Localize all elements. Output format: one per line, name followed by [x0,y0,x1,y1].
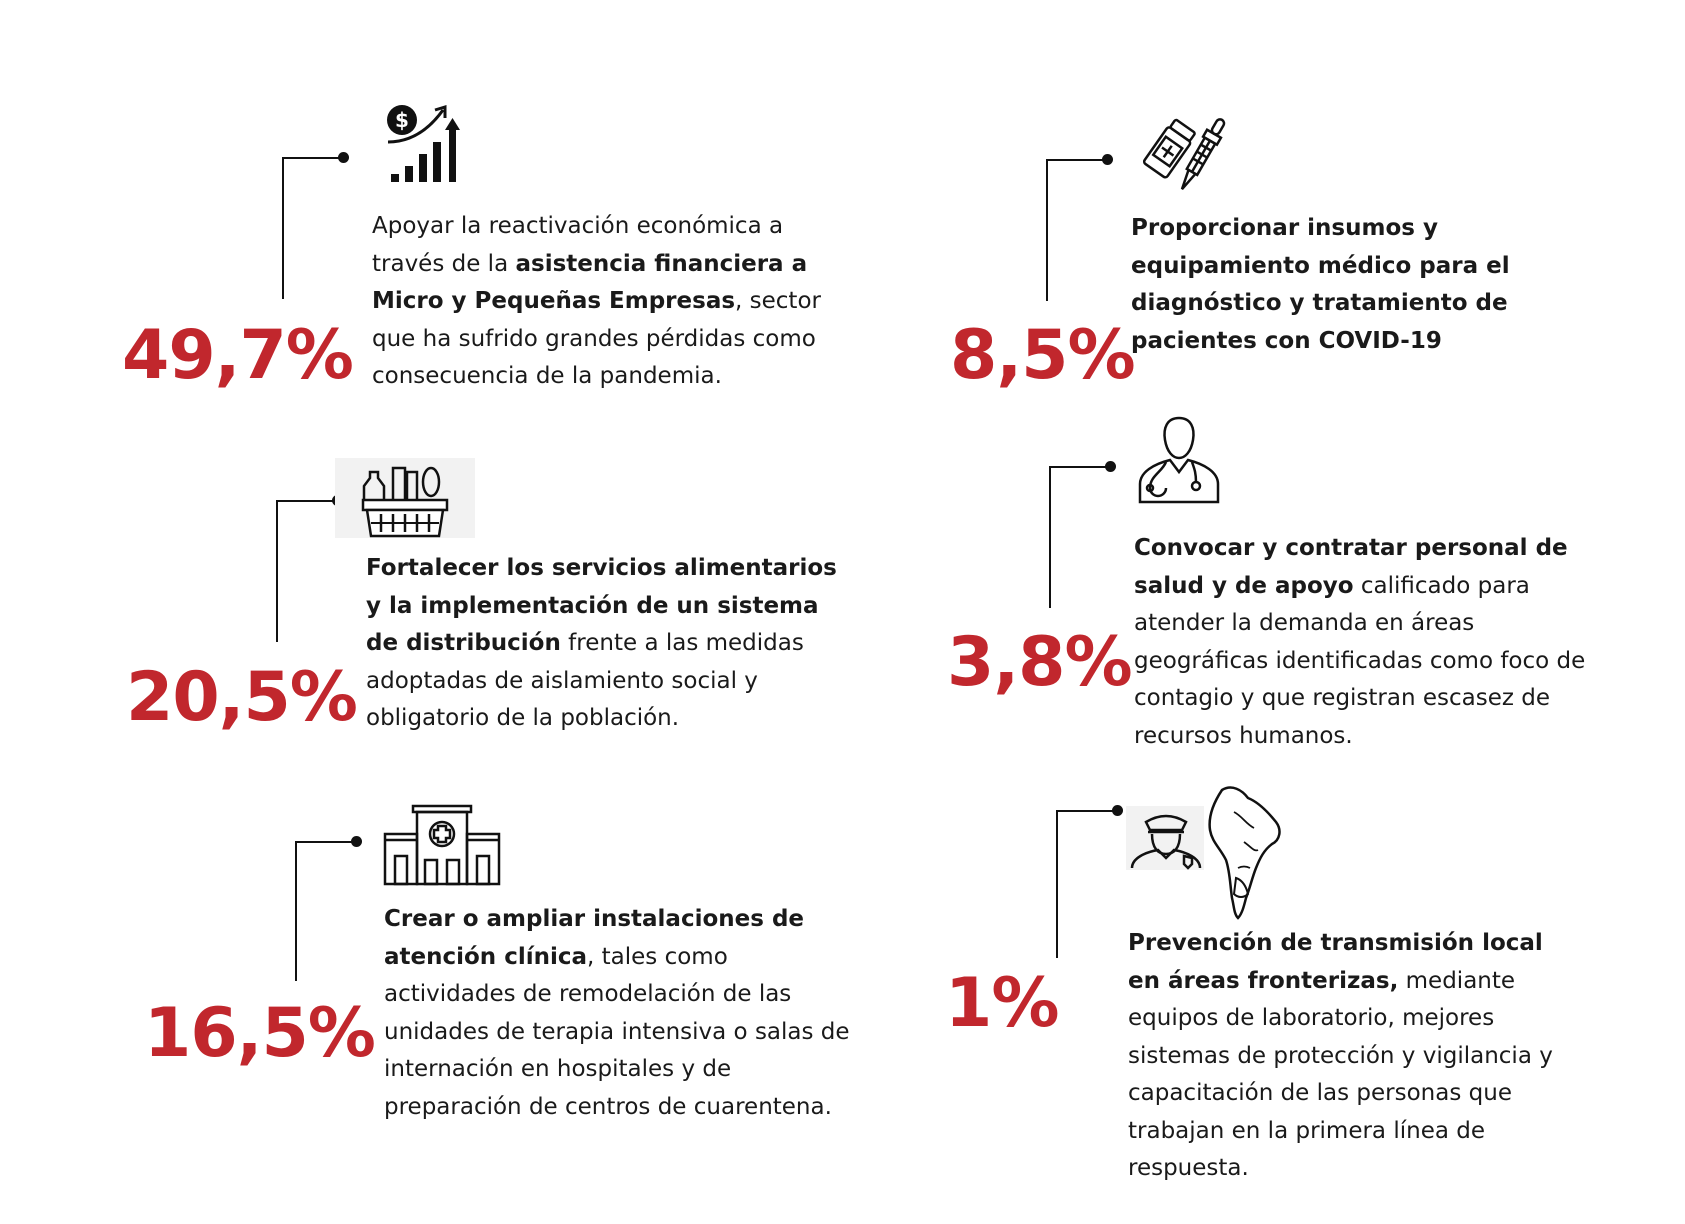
description-text: , sector que ha sufrido grandes pérdidas como consecuencia de la pandemia. [372,288,821,389]
grocery-basket-icon [335,458,475,538]
percentage-value: 16,5% [144,994,375,1073]
description-highlight: Proporcionar insumos y equipamiento médico para el diagnóstico y tratamiento de pacientes con COVID-19 [1131,215,1510,354]
description-text: frente a las medidas adoptadas de aislamiento social y obligatorio de la población. [366,630,804,731]
connector-dot [351,836,362,847]
item-description [366,550,841,738]
percentage-value: 3,8% [947,623,1132,702]
money-growth-chart-icon [385,102,467,186]
medicine-bottles-icon [1134,110,1226,202]
description-text: mediante equipos de laboratorio, mejores sistemas de protección y vigilancia y capacitación de las personas que trabajan en la primera línea de respuesta. [1128,967,1553,1181]
connector-dot [1112,805,1123,816]
description-highlight: Prevención de transmisión local en áreas fronterizas, [1128,930,1543,994]
connector-vertical-line [276,500,278,642]
description-highlight: asistencia financiera a Micro y Pequeñas Empresas [372,250,808,314]
connector-vertical-line [1056,810,1058,958]
hospital-building-icon [383,804,501,886]
item-description [384,901,854,1126]
connector-horizontal-line [1056,810,1116,812]
connector-vertical-line [295,841,297,981]
percentage-value: 49,7% [122,316,353,395]
police-officer-south-america-map-icon [1126,782,1286,920]
description-highlight: Crear o ampliar instalaciones de atención clínica [384,906,805,970]
item-description [1131,210,1571,360]
connector-dot [1102,154,1113,165]
item-description [1134,530,1609,755]
description-highlight: Fortalecer los servicios alimentarios y la implementación de un sistema de distribución [366,555,837,656]
svg-text:$: $ [395,108,409,132]
description-text: calificado para atender la demanda en áreas geográficas identificadas como foco de contagio y que registran escasez de recursos humanos. [1134,572,1586,749]
connector-horizontal-line [295,841,353,843]
connector-horizontal-line [282,157,342,159]
description-text: Apoyar la reactivación económica a través de la [372,213,784,277]
connector-vertical-line [1049,466,1051,608]
connector-dot [338,152,349,163]
connector-dot [1105,461,1116,472]
connector-horizontal-line [276,500,336,502]
connector-horizontal-line [1046,159,1106,161]
percentage-value: 1% [945,964,1059,1043]
item-description [1128,925,1578,1188]
percentage-value: 20,5% [126,658,357,737]
connector-horizontal-line [1049,466,1109,468]
item-description [372,208,842,396]
connector-vertical-line [1046,159,1048,301]
doctor-stethoscope-icon [1136,414,1222,504]
connector-vertical-line [282,157,284,299]
description-text: , tales como actividades de remodelación de las unidades de terapia intensiva o salas de internación en hospitales y de preparación de centros de cuarentena. [384,943,850,1120]
percentage-value: 8,5% [950,316,1135,395]
description-highlight: Convocar y contratar personal de salud y de apoyo [1134,535,1568,599]
